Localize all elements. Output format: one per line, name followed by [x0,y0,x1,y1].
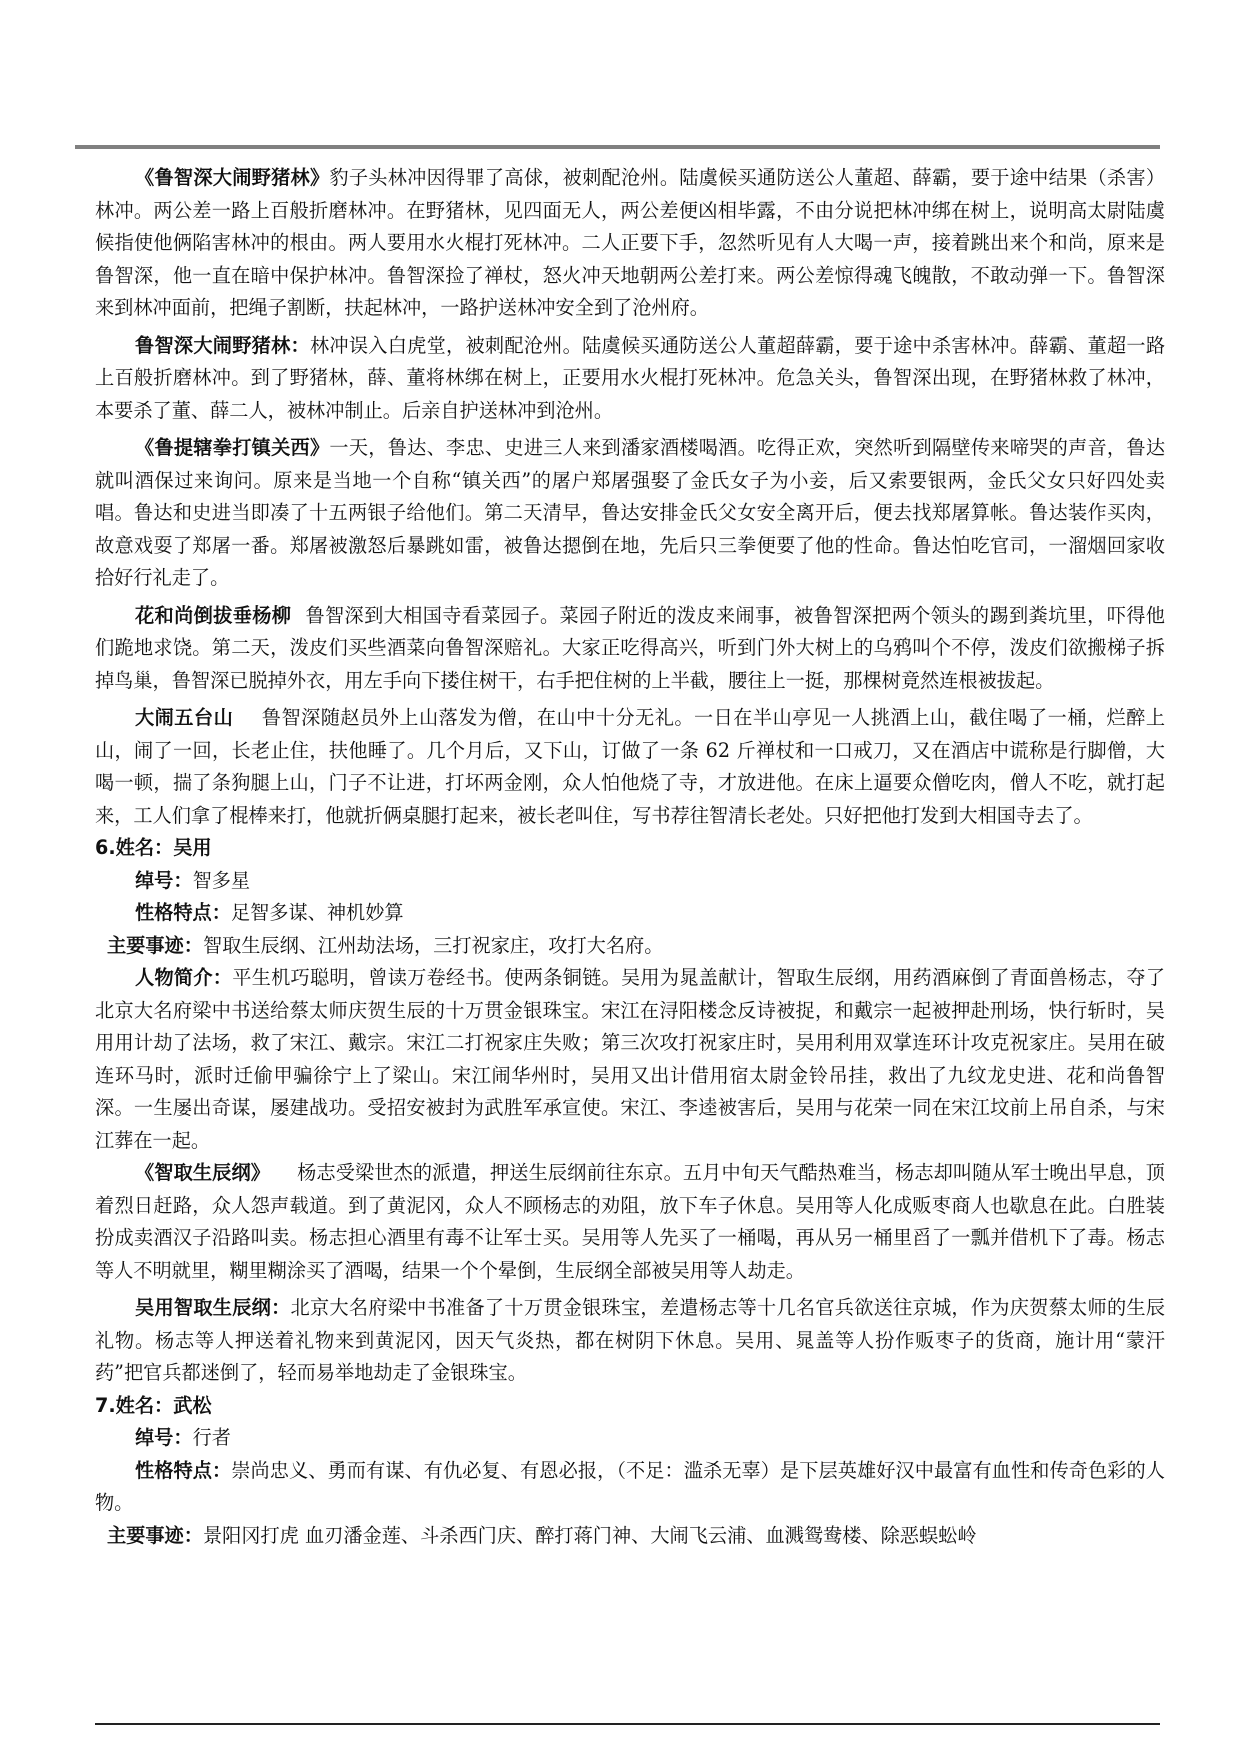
deeds-label: 主要事迹： [107,933,203,957]
heading-value: 武松 [173,1393,212,1417]
biography-paragraph [95,962,1165,1157]
deeds-label: 主要事迹： [107,1523,203,1547]
heading-value: 吴用 [173,836,212,859]
traits-value: 足智多谋、神机妙算 [230,901,404,924]
traits-line [95,897,1165,930]
traits-value: 崇尚忠义、勇而有谋、有仇必复、有恩必报，（不足：滥杀无辜）是下层英雄好汉中最富有血性和传奇色彩的人物。 [95,1458,1165,1514]
nickname-value: 智多星 [192,868,251,892]
deeds-value: 景阳冈打虎 血刃潘金莲、斗杀西门庆、醉打蒋门神、大闹飞云浦、血溅鸳鸯楼、除恶蜈蚣岭 [202,1523,977,1547]
story-paragraph [95,1157,1165,1287]
story-title: 《鲁提辖拳打镇关西》 [135,436,330,459]
story-paragraph [95,432,1165,595]
traits-line [95,1455,1165,1520]
story-title: 鲁智深大闹野猪林： [135,333,310,357]
story-title: 《鲁智深大闹野猪林》 [135,166,330,189]
deeds-line [95,1520,1165,1553]
story-title: 大闹五台山 [135,706,234,729]
traits-label: 性格特点： [135,1458,232,1482]
heading-number: 6. [95,836,116,859]
character-heading [95,1390,1165,1423]
story-title: 花和尚倒拔垂杨柳 [135,603,292,627]
nickname-value: 行者 [192,1426,231,1449]
story-paragraph [95,600,1165,698]
story-text: 鲁智深随赵员外上山落发为僧，在山中十分无礼。一日在半山亭见一人挑酒上山，截住喝了一桶，烂醉上山，闹了一回，长老止住，扶他睡了。几个月后，又下山，订做了一条 62 斤禅杖和一口戒刀，又在酒店中谎称是行脚僧，大喝一顿，揣了条狗腿上山，门子不让进，打坏两金刚，众人怕他烧了寺，才放进他。在床上逼要众僧吃肉，僧人不吃，就打起来，工人们拿了棍棒来打，他就折俩桌腿打起来，被长老叫住，写书荐往智清长老处。只好把他打发到大相国寺去了。 [95,706,1166,827]
nickname-line [95,865,1165,898]
footer-rule [95,1723,1160,1725]
nickname-line [95,1422,1165,1455]
story-paragraph [95,702,1165,832]
heading-label: 姓名： [115,836,174,859]
character-heading [95,832,1165,865]
story-text: 豹子头林冲因得罪了高俅，被刺配沧州。陆虞候买通防送公人董超、薛霸，要于途中结果（杀害）林冲。两公差一路上百般折磨林冲。在野猪林，见四面无人，两公差便凶相毕露，不由分说把林冲绑在树上，说明高太尉陆虞候指使他俩陷害林冲的根由。两人要用水火棍打死林冲。二人正要下手，忽然听见有人大喝一声，接着跳出来个和尚，原来是鲁智深，他一直在暗中保护林冲。鲁智深捡了禅杖，怒火冲天地朝两公差打来。两公差惊得魂飞魄散，不敢动弹一下。鲁智深来到林冲面前，把绳子割断，扶起林冲，一路护送林冲安全到了沧州府。 [95,166,1166,319]
story-text: 北京大名府梁中书准备了十万贯金银珠宝，差遣杨志等十几名官兵欲送往京城，作为庆贺蔡太师的生辰礼物。杨志等人押送着礼物来到黄泥冈，因天气炎热，都在树阴下休息。吴用、晁盖等人扮作贩枣子的货商，施计用“蒙汗药”把官兵都迷倒了，轻而易举地劫走了金银珠宝。 [95,1296,1166,1384]
story-paragraph [95,162,1165,325]
deeds-line [95,930,1165,963]
traits-label: 性格特点： [135,901,231,924]
story-text: 林冲误入白虎堂，被刺配沧州。陆虞候买通防送公人董超薛霸，要于途中杀害林冲。薛霸、董超一路上百般折磨林冲。到了野猪林，薛、董将林绑在树上，正要用水火棍打死林冲。危急关头，鲁智深出现，在野猪林救了林冲，本要杀了董、薛二人，被林冲制止。后亲自护送林冲到沧州。 [95,333,1166,422]
header-rule [75,145,1160,149]
nickname-label: 绰号： [135,868,193,892]
deeds-value: 智取生辰纲、江州劫法场，三打祝家庄，攻打大名府。 [202,933,664,957]
story-text: 鲁智深到大相国寺看菜园子。菜园子附近的泼皮来闹事，被鲁智深把两个领头的踢到粪坑里，吓得他们跪地求饶。第二天，泼皮们买些酒菜向鲁智深赔礼。大家正吃得高兴，听到门外大树上的乌鸦叫个不停，泼皮们欲搬梯子拆掉鸟巢，鲁智深已脱掉外衣，用左手向下搂住树干，右手把住树的上半截，腰往上一挺，那棵树竟然连根被拔起。 [95,603,1165,692]
heading-number: 7. [95,1393,116,1417]
heading-label: 姓名： [115,1393,174,1417]
story-title: 《智取生辰纲》 [135,1161,271,1184]
story-text: 一天，鲁达、李忠、史进三人来到潘家酒楼喝酒。吃得正欢，突然听到隔壁传来啼哭的声音，鲁达就叫酒保过来询问。原来是当地一个自称“镇关西”的屠户郑屠强娶了金氏女子为小妾，后又索要银两，金氏父女只好四处卖唱。鲁达和史进当即凑了十五两银子给他们。第二天清早，鲁达安排金氏父女安全离开后，便去找郑屠算帐。鲁达装作买肉，故意戏耍了郑屠一番。郑屠被激怒后暴跳如雷，被鲁达摁倒在地，先后只三拳便要了他的性命。鲁达怕吃官司，一溜烟回家收拾好行礼走了。 [95,436,1166,589]
story-paragraph [95,330,1165,428]
story-title: 吴用智取生辰纲： [135,1296,291,1319]
document-body [95,162,1165,1552]
nickname-label: 绰号： [135,1426,193,1449]
story-paragraph [95,1292,1165,1390]
biography-label: 人物简介： [135,966,233,989]
story-text: 杨志受梁世杰的派遣，押送生辰纲前往东京。五月中旬天气酷热难当，杨志却叫随从军士晚出早息，顶着烈日赶路，众人怨声载道。到了黄泥冈，众人不顾杨志的劝阻，放下车子休息。吴用等人化成贩枣商人也歇息在此。白胜装扮成卖酒汉子沿路叫卖。杨志担心酒里有毒不让军士买。吴用等人先买了一桶喝，再从另一桶里舀了一瓢并借机下了毒。杨志等人不明就里，糊里糊涂买了酒喝，结果一个个晕倒，生辰纲全部被吴用等人劫走。 [95,1161,1165,1282]
biography-text: 平生机巧聪明，曾读万卷经书。使两条铜链。吴用为晁盖献计，智取生辰纲，用药酒麻倒了青面兽杨志，夺了北京大名府梁中书送给蔡太师庆贺生辰的十万贯金银珠宝。宋江在浔阳楼念反诗被捉，和戴宗一起被押赴刑场，快行斩时，吴用用计劫了法场，救了宋江、戴宗。宋江二打祝家庄失败；第三次攻打祝家庄时，吴用利用双掌连环计攻克祝家庄。吴用在破连环马时，派时迁偷甲骗徐宁上了梁山。宋江闹华州时，吴用又出计借用宿太尉金铃吊挂，救出了九纹龙史进、花和尚鲁智深。一生屡出奇谋，屡建战功。受招安被封为武胜军承宣使。宋江、李逵被害后，吴用与花荣一同在宋江坟前上吊自杀，与宋江葬在一起。 [95,966,1166,1152]
